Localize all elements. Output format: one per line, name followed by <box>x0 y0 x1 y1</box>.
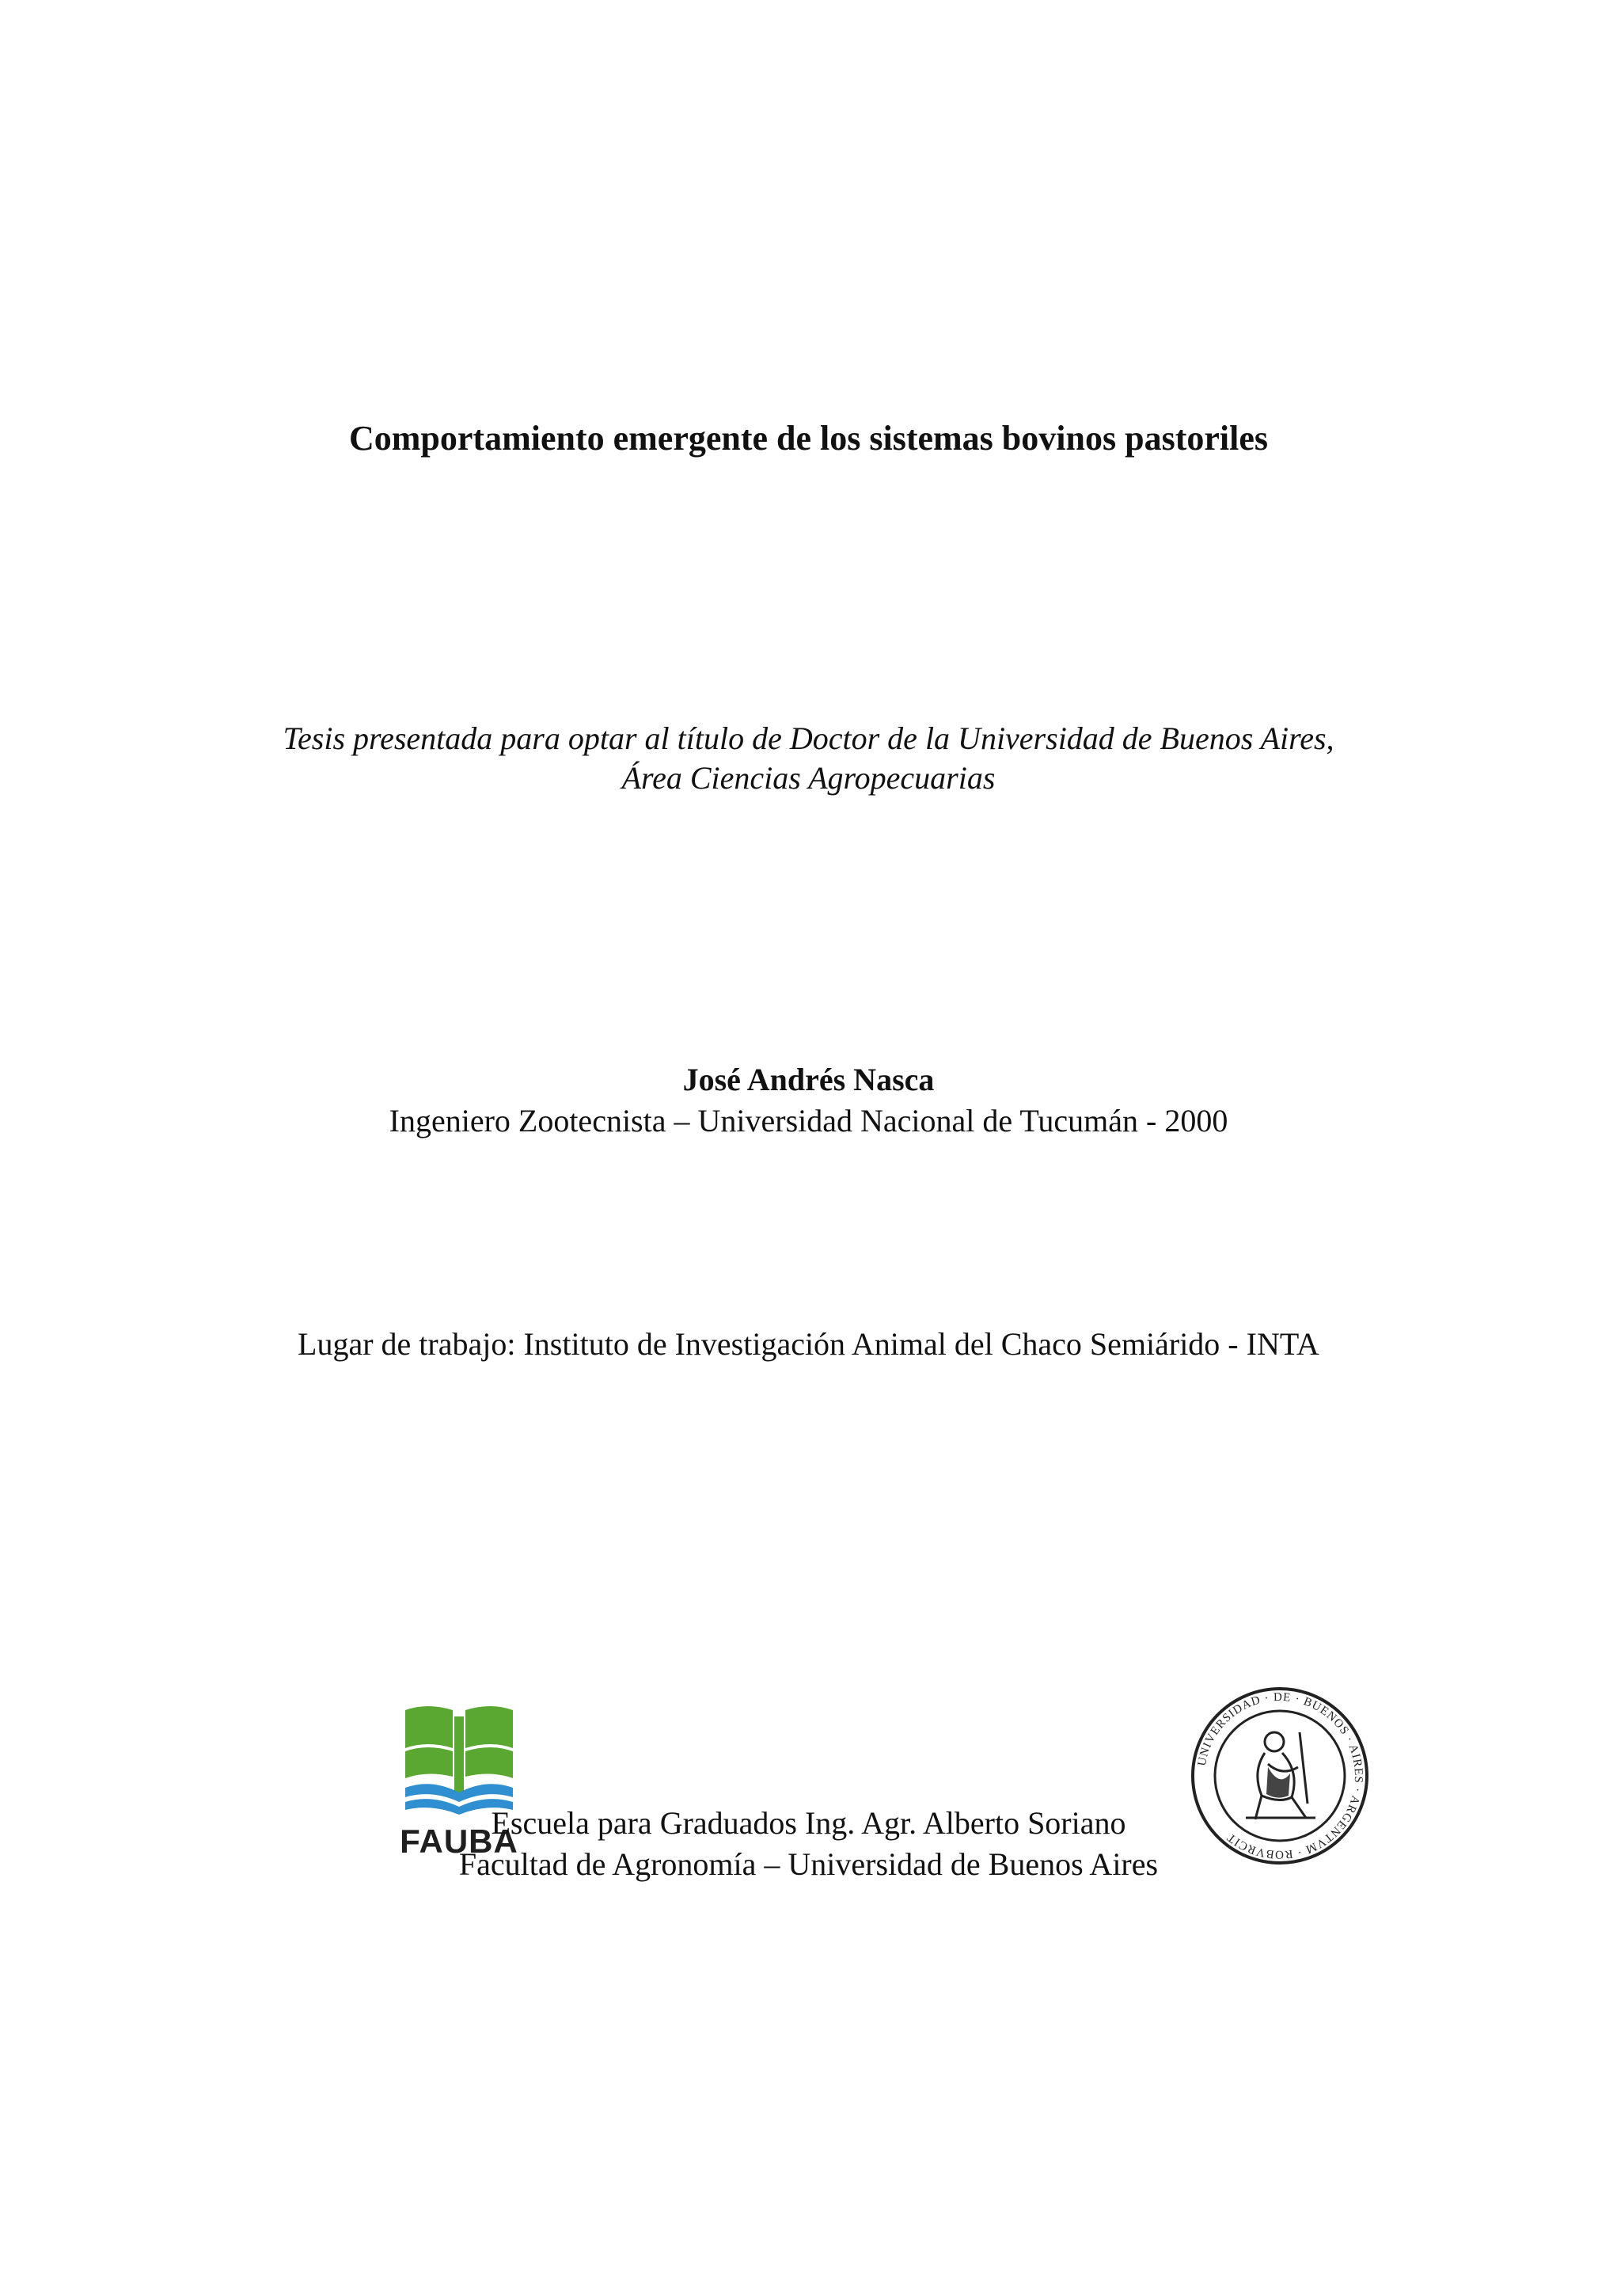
thesis-subtitle <box>0 719 1617 798</box>
workplace-line: Lugar de trabajo: Instituto de Investigación Animal del Chaco Semiárido - INTA <box>298 1326 1319 1362</box>
author-name: José Andrés Nasca <box>682 1062 935 1097</box>
svg-text:UNIVERSIDAD · DE · BUENOS · AI: UNIVERSIDAD · DE · BUENOS · AIRES · ARGENTVM · ROBVRCIT <box>1195 1690 1365 1861</box>
author-degree: Ingeniero Zootecnista – Universidad Nacional de Tucumán - 2000 <box>389 1103 1228 1138</box>
subtitle-line-1: Tesis presentada para optar al título de Doctor de la Universidad de Buenos Aires, <box>283 720 1334 756</box>
fauba-logo-text: FAUBA <box>400 1823 518 1860</box>
institution-block <box>0 1803 1617 1885</box>
subtitle-line-2: Área Ciencias Agropecuarias <box>621 760 996 796</box>
institution-line-2: Facultad de Agronomía – Universidad de Buenos Aires <box>458 1846 1159 1882</box>
institution-line-1: Escuela para Graduados Ing. Agr. Alberto Soriano <box>491 1805 1126 1841</box>
author-block <box>0 1059 1617 1142</box>
thesis-title: Comportamiento emergente de los sistemas bovinos pastoriles <box>349 419 1268 458</box>
